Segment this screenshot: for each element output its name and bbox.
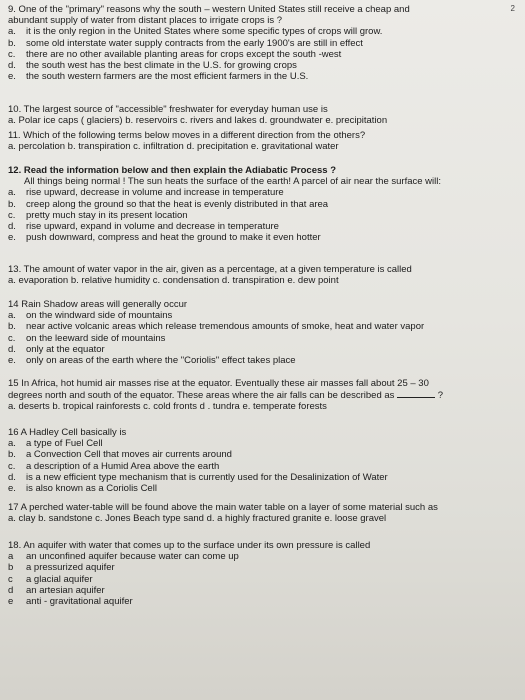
question-9-option-a: a. it is the only region in the United States where some specific types of crops will grow. [8,26,383,38]
question-13-options: a. evaporation b. relative humidity c. condensation d. transpiration e. dew point [8,275,339,287]
question-16-option-d: d. is a new efficient type mechanism that is currently used for the Desalinization of Water [8,471,388,483]
question-12-stem: 12. Read the information below and then explain the Adiabatic Process ? [8,165,336,176]
question-16-option-a: a. a type of Fuel Cell [8,438,103,450]
question-12 [8,165,513,243]
question-14 [8,299,513,366]
question-9-option-b: b. some old interstate water supply contracts from the early 1900's are still in effect [8,37,363,49]
question-9-option-e: e. the south western farmers are the most efficient farmers in the U.S. [8,71,309,83]
question-15-options: a. deserts b. tropical rainforests c. cold fronts d . tundra e. temperate forests [8,401,327,413]
question-12-option-c: c. pretty much stay in its present location [8,209,188,221]
question-16-stem: 16 A Hadley Cell basically is [8,427,127,438]
question-11-stem: 11. Which of the following terms below moves in a different direction from the others? [8,130,366,141]
question-9-option-c: c. there are no other available planting areas for crops except the south -west [8,48,342,60]
question-12-intro: All things being normal ! The sun heats the surface of the earth! A parcel of air near the surface will: [24,176,442,188]
question-9 [8,4,513,82]
question-18-option-d: d an artesian aquifer [8,584,105,596]
answer-blank [397,389,435,398]
question-12-option-e: e. push downward, compress and heat the ground to make it even hotter [8,232,321,244]
question-14-option-c: c. on the leeward side of mountains [8,332,166,344]
question-18-option-b: b a pressurized aquifer [8,562,115,574]
question-10-options: a. Polar ice caps ( glaciers) b. reservoirs c. rivers and lakes d. groundwater e. precipitation [8,115,388,127]
question-16-option-c: c. a description of a Humid Area above the earth [8,460,220,472]
question-17-stem: 17 A perched water-table will be found above the main water table on a layer of some material such as [8,502,438,513]
question-15-stem-line-1: 15 In Africa, hot humid air masses rise at the equator. Eventually these air masses fall about 25 – 30 [8,378,429,389]
question-15-stem-line-2: degrees north and south of the equator. These areas where the air falls can be described as ? [8,390,443,402]
question-16-option-e: e. is also known as a Coriolis Cell [8,483,157,495]
question-11-options: a. percolation b. transpiration c. infiltration d. precipitation e. gravitational water [8,141,339,153]
question-13 [8,264,513,286]
question-13-stem: 13. The amount of water vapor in the air, given as a percentage, at a given temperature is called [8,264,412,275]
question-14-stem: 14 Rain Shadow areas will generally occur [8,299,188,310]
question-16-option-b: b. a Convection Cell that moves air currents around [8,449,232,461]
question-16 [8,427,513,494]
question-14-option-d: d. only at the equator [8,343,105,355]
question-10 [8,104,513,126]
question-18-stem: 18. An aquifer with water that comes up to the surface under its own pressure is called [8,540,371,551]
question-11 [8,130,513,152]
question-15 [8,378,513,413]
question-10-stem: 10. The largest source of "accessible" freshwater for everyday human use is [8,104,328,115]
question-14-option-a: a. on the windward side of mountains [8,310,173,322]
question-12-option-d: d. rise upward, expand in volume and decrease in temperature [8,221,279,233]
question-18-option-a: a an unconfined aquifer because water can come up [8,551,239,563]
question-18-option-e: e anti - gravitational aquifer [8,596,133,608]
question-17 [8,502,513,524]
question-18-option-c: c a glacial aquifer [8,573,93,585]
question-18 [8,540,513,607]
page-number: 2 [510,4,515,13]
question-12-option-b: b. creep along the ground so that the heat is evenly distributed in that area [8,198,329,210]
question-9-option-d: d. the south west has the best climate in the U.S. for growing crops [8,60,297,72]
question-17-options: a. clay b. sandstone c. Jones Beach type sand d. a highly fractured granite e. loose gravel [8,513,387,525]
question-9-stem-line-2: abundant supply of water from distant places to irrigate crops is ? [8,15,283,27]
question-14-option-b: b. near active volcanic areas which release tremendous amounts of smoke, heat and water vapor [8,321,425,333]
question-12-option-a: a. rise upward, decrease in volume and increase in temperature [8,187,284,199]
question-9-stem-line-1: 9. One of the "primary" reasons why the south – western United States still receive a cheap and [8,4,410,15]
question-14-option-e: e. only on areas of the earth where the "Coriolis" effect takes place [8,355,296,367]
